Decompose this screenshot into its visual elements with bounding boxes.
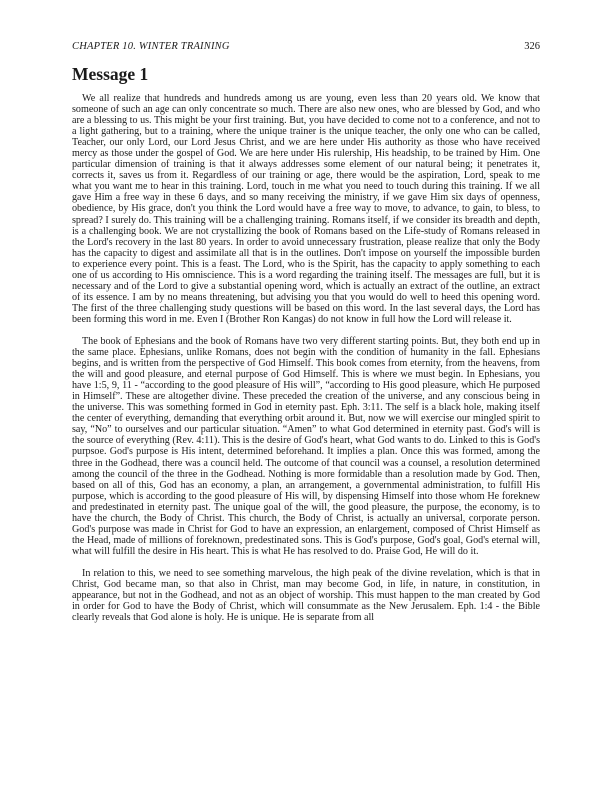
paragraph: In relation to this, we need to see something marvelous, the high peak of the divine revelation, which is that in Christ, God became man, so that also in Christ, man may become God, in life, in nature, in constitution, in appearance, but not in the Godhead, and not as an object of worship. This must happen to the man created by God in order for God to have the Body of Christ, which will consummate as the New Jerusalem. Eph. 1:4 - the Bible clearly reveals that God alone is holy. He is unique. He is separate from all (72, 567, 540, 624)
paragraph: The book of Ephesians and the book of Romans have two very different starting points. But, they both end up in the same place. Ephesians, unlike Romans, does not begin with the condition of humanity in the fall. Ephesians begins, and is written from the perspective of God Himself. This book comes from eternity, from the heavens, from the will and good pleasure, and eternal purpose of God Himself. This is where we must begin. In Ephesians, you have 1:5, 9, 11 - “according to the good pleasure of His will”, “according to His good pleasure, which He purposed in Himself”. These are altogether divine. These preceded the creation of the universe, and any conscious being in the universe. This was something formed in God in eternity past. Eph. 3:11. The self is a black hole, making itself the center of everything, demanding that everything orbit around it. But, now we will exercise our mingled spirit to say, “No” to ourselves and our particular situation. “Amen” to what God determined in eternity past. God's will is the source of everything (Rev. 4:11). This is the desire of God's heart, what God wants to do. Linked to this is God's purpsoe. God's purpose is His intent, determined beforehand. It implies a plan. Once this was formed, among the three in the Godhead, there was a council held. The outcome of that council was a counsel, a resolution determined among the council of the three in the Godhead. Nothing is more formidable than a resolution made by God. Then, based on all of this, God has an economy, a plan, an arrangement, a governmental administration, to fulfill His purpose, which is according to the good pleasure of His will, by dispensing Himself into those whom He foreknew and predestinated in eternity past. The unique goal of the will, the good pleasure, the purpose, the economy, is to have the church, the Body of Christ. This church, the Body of Christ, is actually an universal, corporate person. God's purpose was made in Christ for God to have an expression, an enlargement, composed of Christ Himself as the Head, made of millions of foreknown, predestinated sons. This is God's purpose, God's goal, God's eternal will, what will fulfill the desire in His heart. This is what He has resolved to do. Praise God, He will do it. (72, 335, 540, 557)
body-text (72, 93, 540, 623)
chapter-heading: CHAPTER 10. WINTER TRAINING (72, 41, 230, 52)
running-header (72, 41, 540, 55)
page-number: 326 (524, 41, 540, 52)
paragraph: We all realize that hundreds and hundreds among us are young, even less than 20 years old. We know that someone of such an age can only concentrate so much. There are also new ones, who are blessed by God, and who are a blessing to us. This might be your first training. But, you have decided to come not to a conference, and not to a light gathering, but to a training, where the unique trainer is the unique teacher, the only one who can be called, Teacher, our only Lord, our Lord Jesus Christ, and we are here under His authority as those who have received mercy as those under the gospel of God. We are here under His rulership, His headship, to be trained by Him. One particular dimension of training is that it always addresses some element of our natural being; it penetrates it, corrects it, saves us from it. Regardless of our training or age, there would be the aspiration, Lord, speak to me what you want me to hear in this training. Lord, touch in me what you need to touch during this training. If we all gave Him a free way in these 6 days, and so many receiving the ministry, if we gave Him six days of openness, obedience, by His grace, don't you think the Lord would have a free way to move, to advance, to gain, to bless, to spread? I surely do. This training will be a challenging training. Romans itself, if we consider its breadth and depth, is a challenging book. We are not crystallizing the book of Romans based on the Life-study of Romans released in the Lord's recovery in the last 80 years. In order to avoid unnecessary frustration, please realize that only the Body has the capacity to digest and assimilate all that is in the outlines. Don't impose on yourself the impossible burden to experience every point. This is a feast. The Lord, who is the Spirit, has the capacity to apply something to each one of us according to His omniscience. This is a word regarding the training itself. The messages are full, but it is necessary and of the Lord to give a substantial opening word, which is actually an extract of the outline, an extract of its essence. I am by no means threatening, but advising you that you would do well to heed this opening word. The first of the three challenging study questions will be based on this word. In the last several days, the Lord has been forming this word in me. Even I (Brother Ron Kangas) do not know in full how the Lord will release it. (72, 93, 540, 325)
section-title: Message 1 (72, 64, 149, 84)
